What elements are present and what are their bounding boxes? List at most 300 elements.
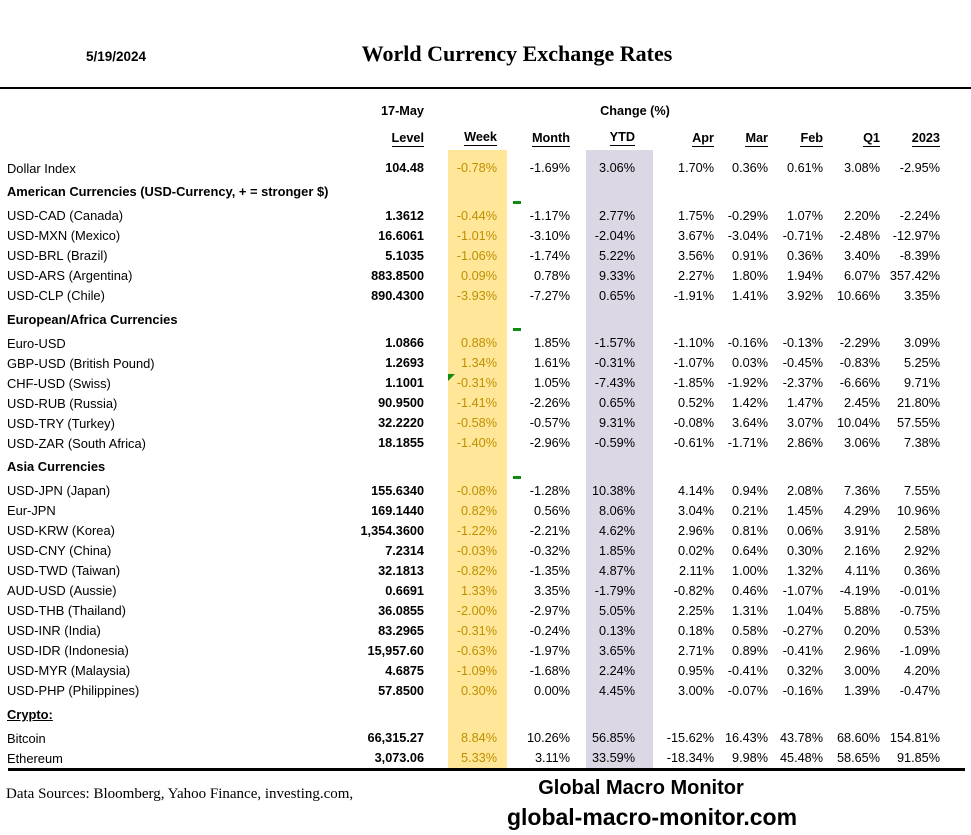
column-gap [424, 748, 448, 768]
cell-month: -1.35% [529, 563, 570, 578]
row-label-text: USD-CAD (Canada) [7, 208, 124, 223]
cell-week: -0.58% [448, 413, 507, 433]
column-gap [572, 150, 586, 158]
cell-month: 1.61% [534, 356, 570, 370]
cell-2023: 7.55% [904, 483, 940, 498]
column-gap [572, 661, 586, 681]
column-gap [424, 413, 448, 433]
column-gap [424, 226, 448, 246]
cell-2023: 91.85% [896, 751, 940, 765]
column-gap [572, 481, 586, 501]
table-body [0, 150, 940, 768]
column-gap [424, 286, 448, 306]
cell-ytd: 4.45% [586, 681, 653, 701]
cell-ytd: 56.85% [586, 728, 653, 748]
cell-week [448, 178, 507, 206]
cell-apr: -18.34% [666, 751, 714, 765]
cell-level: 4.6875 [385, 663, 424, 678]
col-header-ytd-label: YTD [609, 129, 635, 144]
column-gap [572, 246, 586, 266]
currency-label [0, 396, 360, 411]
cell-feb: -0.16% [782, 683, 823, 698]
cell-ytd: 5.22% [586, 246, 653, 266]
cell-mar: 0.64% [732, 543, 768, 558]
cell-week: -2.00% [448, 601, 507, 621]
currency-row [0, 501, 940, 521]
row-label-text: Ethereum [7, 750, 63, 766]
column-gap [424, 127, 448, 148]
cell-q1: 5.88% [844, 603, 880, 618]
cell-2023: -12.97% [892, 228, 940, 243]
page-title: World Currency Exchange Rates [361, 41, 673, 66]
column-gap [572, 393, 586, 413]
column-gap [572, 127, 586, 148]
currency-label [0, 336, 360, 351]
column-header-row [0, 127, 940, 148]
column-gap [424, 453, 448, 481]
cell-apr: 2.27% [678, 268, 714, 283]
cell-level: 104.48 [385, 161, 424, 175]
cell-month: 3.35% [534, 583, 570, 598]
currency-row [0, 601, 940, 621]
cell-ytd: -1.57% [586, 333, 653, 353]
cell-week: -3.93% [448, 286, 507, 306]
cell-ytd: 4.62% [586, 521, 653, 541]
cell-2023: 154.81% [889, 731, 940, 745]
cell-week: -0.63% [448, 641, 507, 661]
col-header-week-label: Week [464, 129, 497, 144]
cell-feb: 0.06% [787, 523, 823, 538]
cell-week: -1.22% [448, 521, 507, 541]
cell-q1: 4.11% [844, 563, 880, 578]
cell-ytd: 4.87% [586, 561, 653, 581]
cell-2023: 2.58% [904, 523, 940, 538]
cell-ytd: 9.33% [586, 266, 653, 286]
cell-mar: -3.04% [727, 228, 768, 243]
cell-mar: 0.36% [732, 161, 768, 175]
column-gap [424, 501, 448, 521]
cell-feb: 0.30% [787, 543, 823, 558]
cell-mar: 1.31% [732, 603, 768, 618]
currency-label [0, 623, 360, 638]
cell-level: 1.3612 [385, 208, 424, 223]
bottom-rule [8, 768, 965, 771]
currency-label [0, 436, 360, 451]
cell-week: -0.08% [448, 481, 507, 501]
cell-month: -2.26% [529, 396, 570, 410]
col-header-2023-label: 2023 [911, 130, 940, 145]
col-header-mar-label: Mar [745, 130, 768, 145]
cell-level: 3,073.06 [374, 751, 424, 765]
column-gap [424, 393, 448, 413]
cell-2023: 21.80% [896, 396, 940, 410]
cell-apr: -1.85% [673, 376, 714, 390]
row-label-text: USD-IDR (Indonesia) [7, 643, 129, 658]
col-header-feb-label: Feb [800, 130, 823, 145]
currency-row [0, 661, 940, 681]
cell-level: 883.8500 [371, 268, 424, 283]
snapshot-date-label: 17-May [380, 104, 424, 118]
row-label-text: Dollar Index [7, 160, 76, 176]
column-gap [424, 150, 448, 158]
cell-ytd: 2.24% [586, 661, 653, 681]
cell-2023: -0.75% [899, 603, 940, 618]
cell-mar: -0.07% [727, 683, 768, 698]
currency-row [0, 373, 940, 393]
cell-week: -0.78% [448, 158, 507, 178]
cell-q1: 3.00% [844, 663, 880, 678]
currency-label [0, 268, 360, 283]
row-label-text: USD-ARS (Argentina) [7, 268, 133, 283]
cell-ytd: 8.06% [586, 501, 653, 521]
cell-mar: 0.89% [732, 643, 768, 658]
cell-mar: 1.00% [732, 563, 768, 578]
cell-apr: -0.82% [673, 583, 714, 598]
cell-ytd: 9.31% [586, 413, 653, 433]
cell-mar: 1.80% [732, 268, 768, 283]
cell-mar: 0.03% [732, 356, 768, 370]
currency-row [0, 266, 940, 286]
cell-mar: 0.94% [732, 483, 768, 498]
column-gap [572, 561, 586, 581]
cell-week: -1.01% [448, 226, 507, 246]
currency-label [0, 583, 360, 598]
column-gap [424, 433, 448, 453]
row-label-text: USD-CNY (China) [7, 543, 112, 558]
cell-month: 0.56% [534, 503, 570, 518]
cell-week: 8.84% [448, 728, 507, 748]
col-header-q1-label: Q1 [863, 130, 880, 145]
column-gap [572, 681, 586, 701]
currency-row [0, 681, 940, 701]
cell-apr: 2.96% [678, 523, 714, 538]
brand-url: global-macro-monitor.com [506, 804, 798, 830]
currency-row [0, 286, 940, 306]
cell-2023: 4.20% [904, 663, 940, 678]
cell-feb: 1.94% [787, 268, 823, 283]
cell-q1: 2.20% [844, 208, 880, 223]
cell-apr: -0.08% [673, 416, 714, 430]
data-sources-note: Data Sources: Bloomberg, Yahoo Finance, investing.com, [6, 786, 354, 802]
currency-label [0, 563, 360, 578]
currency-label [0, 248, 360, 263]
column-gap [424, 581, 448, 601]
cell-2023: 57.55% [896, 416, 940, 430]
currency-label [0, 483, 360, 498]
column-gap [424, 353, 448, 373]
cell-apr: 3.04% [678, 503, 714, 518]
cell-q1: 58.65% [836, 751, 880, 765]
cell-ytd: 5.05% [586, 601, 653, 621]
cell-month: 0.78% [534, 268, 570, 283]
column-gap [572, 621, 586, 641]
column-gap [424, 728, 448, 748]
cell-2023: 9.71% [904, 376, 940, 390]
cell-apr: -1.10% [673, 336, 714, 350]
col-header-month-label: Month [531, 130, 570, 145]
section-row [0, 306, 940, 334]
currency-label [0, 683, 360, 698]
col-header-week [448, 127, 507, 148]
cell-week: -1.41% [448, 393, 507, 413]
row-label-text: CHF-USD (Swiss) [7, 375, 111, 391]
cell-q1: 10.04% [836, 416, 880, 430]
cell-month: 0.00% [534, 683, 570, 698]
currency-label [0, 543, 360, 558]
cell-ytd: 0.65% [586, 286, 653, 306]
column-gap [424, 266, 448, 286]
row-label-text: Eur-JPN [7, 503, 56, 518]
column-gap [572, 453, 586, 481]
cell-apr: -1.91% [673, 288, 714, 303]
column-gap [424, 246, 448, 266]
currency-row [0, 621, 940, 641]
column-gap [424, 521, 448, 541]
cell-ytd: -7.43% [586, 373, 653, 393]
row-label-text: USD-INR (India) [7, 623, 101, 638]
col-header-apr [653, 131, 714, 145]
cell-mar: 0.58% [732, 623, 768, 638]
cell-mar: 0.81% [732, 523, 768, 538]
cell-q1: 3.08% [844, 161, 880, 175]
row-label-text: USD-TWD (Taiwan) [7, 563, 121, 578]
currency-label [0, 603, 360, 618]
cell-ytd: 3.06% [586, 158, 653, 178]
currency-row [0, 433, 940, 453]
currency-row [0, 641, 940, 661]
column-gap [572, 413, 586, 433]
cell-week: -1.06% [448, 246, 507, 266]
cell-month: -0.32% [529, 543, 570, 558]
row-label-text: AUD-USD (Aussie) [7, 583, 117, 598]
currency-row [0, 728, 940, 748]
section-label [0, 707, 360, 722]
cell-month: -2.21% [529, 523, 570, 538]
column-gap [572, 501, 586, 521]
cell-month: -3.10% [529, 228, 570, 243]
cell-mar: -0.29% [727, 208, 768, 223]
column-gap [572, 178, 586, 206]
section-row [0, 701, 940, 729]
cell-apr: 3.00% [678, 683, 714, 698]
column-gap [424, 641, 448, 661]
cell-2023: 10.96% [896, 503, 940, 518]
cell-ytd [586, 306, 653, 334]
cell-feb: 1.04% [787, 603, 823, 618]
cell-apr: 2.11% [678, 563, 714, 578]
cell-week: -0.03% [448, 541, 507, 561]
column-gap [572, 581, 586, 601]
cell-q1: 2.45% [844, 396, 880, 410]
cell-month: 3.11% [534, 751, 570, 765]
section-label [0, 312, 360, 327]
cell-q1: -2.48% [839, 228, 880, 243]
currency-label [0, 643, 360, 658]
cell-apr: 0.18% [678, 623, 714, 638]
green-dash-marker [513, 201, 521, 204]
comment-flag-icon [448, 374, 455, 381]
row-label-text: Euro-USD [7, 335, 66, 351]
cell-week: -0.31% [448, 373, 507, 393]
cell-2023: 3.09% [904, 336, 940, 350]
cell-apr: 3.56% [678, 248, 714, 263]
cell-apr: 4.14% [678, 483, 714, 498]
cell-apr: 3.67% [678, 228, 714, 243]
column-gap [424, 373, 448, 393]
cell-month: -7.27% [529, 288, 570, 303]
col-header-level [360, 131, 424, 145]
section-row [0, 453, 940, 481]
cell-week: 0.09% [448, 266, 507, 286]
currency-row [0, 333, 940, 353]
cell-month: -0.57% [529, 416, 570, 430]
row-label-text: USD-CLP (Chile) [7, 288, 105, 303]
column-gap [572, 433, 586, 453]
column-gap [424, 481, 448, 501]
currency-row [0, 246, 940, 266]
cell-level: 1.1001 [385, 376, 424, 390]
row-label-text: USD-TRY (Turkey) [7, 415, 115, 431]
cell-month: -2.97% [529, 603, 570, 618]
cell-level: 66,315.27 [367, 731, 424, 745]
cell-q1: 0.20% [844, 623, 880, 638]
currency-label [0, 523, 360, 538]
cell-ytd: 33.59% [586, 748, 653, 768]
cell-q1: 3.40% [844, 248, 880, 263]
cell-mar: 16.43% [724, 731, 768, 745]
cell-ytd: 0.65% [586, 393, 653, 413]
cell-month: 10.26% [526, 731, 570, 745]
column-gap [424, 306, 448, 334]
cell-2023: -0.01% [899, 583, 940, 598]
cell-2023: -2.95% [899, 161, 940, 175]
row-label-text: Crypto: [7, 706, 53, 722]
column-gap [424, 206, 448, 226]
cell-month: -1.74% [529, 248, 570, 263]
cell-month: 1.05% [534, 376, 570, 390]
cell-feb: 0.61% [787, 161, 823, 175]
column-gap [572, 333, 586, 353]
cell-apr: -15.62% [666, 731, 714, 745]
row-label-text: USD-PHP (Philippines) [7, 683, 140, 698]
cell-mar: 0.21% [732, 503, 768, 518]
cell-q1: 3.91% [844, 523, 880, 538]
cell-feb: 0.32% [787, 663, 823, 678]
column-gap [572, 748, 586, 768]
currency-row [0, 393, 940, 413]
column-gap [572, 226, 586, 246]
cell-feb: -0.13% [782, 336, 823, 350]
currency-label [0, 663, 360, 678]
cell-week: 1.34% [448, 353, 507, 373]
cell-feb: 45.48% [779, 751, 823, 765]
green-dash-marker [513, 328, 521, 331]
currency-label [0, 731, 360, 746]
column-gap [572, 701, 586, 729]
currency-label [0, 376, 360, 391]
cell-q1: 68.60% [836, 731, 880, 745]
cell-q1: 1.39% [844, 683, 880, 698]
cell-apr: 0.95% [678, 663, 714, 678]
column-gap [572, 373, 586, 393]
cell-level: 1,354.3600 [360, 523, 424, 538]
currency-label [0, 356, 360, 371]
cell-2023: 2.92% [904, 543, 940, 558]
row-label-text: USD-KRW (Korea) [7, 523, 115, 538]
cell-q1: -2.29% [839, 336, 880, 350]
cell-feb: 43.78% [779, 731, 823, 745]
currency-label [0, 416, 360, 431]
cell-month: -1.69% [529, 161, 570, 175]
column-gap [424, 601, 448, 621]
row-label-text: Asia Currencies [7, 459, 106, 475]
cell-feb: 3.92% [787, 288, 823, 303]
cell-apr: 0.52% [678, 396, 714, 410]
cell-mar: -0.16% [727, 336, 768, 350]
cell-q1: -6.66% [839, 376, 880, 390]
currency-row [0, 748, 940, 768]
cell-feb: 1.32% [787, 563, 823, 578]
cell-feb: 1.45% [787, 503, 823, 518]
cell-ytd [586, 178, 653, 206]
cell-level: 15,957.60 [367, 643, 424, 658]
column-gap [572, 641, 586, 661]
cell-2023: 5.25% [904, 356, 940, 370]
cell-week [448, 306, 507, 334]
cell-week: 5.33% [448, 748, 507, 768]
cell-week [448, 150, 507, 158]
row-label-text: USD-THB (Thailand) [7, 603, 126, 618]
currency-row [0, 353, 940, 373]
cell-month: -2.96% [529, 436, 570, 450]
cell-ytd: 3.65% [586, 641, 653, 661]
cell-week: 0.88% [448, 333, 507, 353]
cell-2023: 357.42% [889, 268, 940, 283]
cell-q1: 2.16% [844, 543, 880, 558]
cell-ytd: 1.85% [586, 541, 653, 561]
cell-level: 155.6340 [371, 483, 424, 498]
cell-mar: 1.41% [732, 288, 768, 303]
cell-month: -1.68% [529, 663, 570, 678]
currency-row [0, 226, 940, 246]
cell-feb: 0.36% [787, 248, 823, 263]
cell-ytd: 2.77% [586, 206, 653, 226]
cell-apr: -0.61% [673, 436, 714, 450]
cell-week: -1.40% [448, 433, 507, 453]
cell-mar: 9.98% [732, 751, 768, 765]
cell-2023: -2.24% [899, 208, 940, 223]
cell-month: -0.24% [529, 623, 570, 638]
column-gap [424, 661, 448, 681]
cell-level: 1.2693 [385, 356, 424, 370]
cell-mar: -0.41% [727, 663, 768, 678]
currency-label [0, 161, 360, 176]
cell-week [448, 701, 507, 729]
cell-apr: 0.02% [678, 543, 714, 558]
cell-mar: -1.92% [727, 376, 768, 390]
cell-q1: 4.29% [844, 503, 880, 518]
col-header-mar [714, 131, 768, 145]
column-gap [572, 206, 586, 226]
column-gap [424, 333, 448, 353]
cell-feb: -0.45% [782, 356, 823, 370]
cell-level: 1.0866 [385, 336, 424, 350]
cell-mar: 0.91% [732, 248, 768, 263]
column-gap [424, 621, 448, 641]
row-label-text: USD-MXN (Mexico) [7, 228, 121, 243]
cell-level: 18.1855 [378, 436, 424, 450]
cell-apr: 1.70% [678, 161, 714, 175]
